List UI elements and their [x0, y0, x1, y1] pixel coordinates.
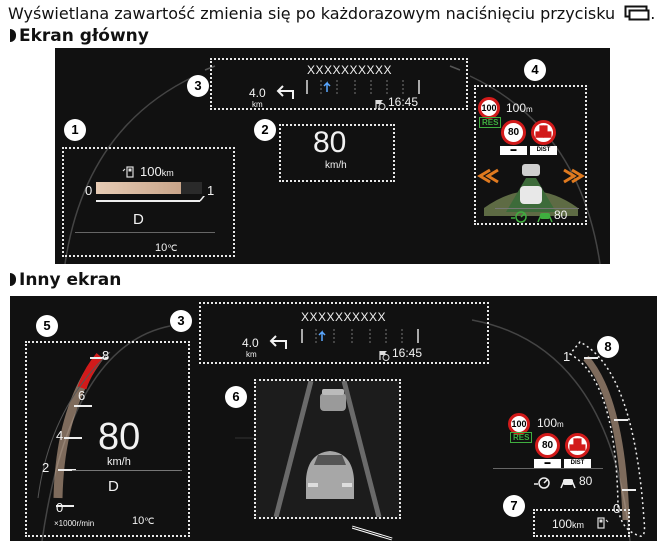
outside-temp — [132, 515, 154, 527]
display-toggle-icon — [624, 5, 650, 25]
cruise-speed: 80 — [579, 474, 593, 488]
other-screen-title: Inny ekran — [19, 270, 122, 290]
speed-unit: km/h — [107, 456, 131, 468]
outside-temp — [155, 242, 177, 254]
res-label: RES — [479, 117, 501, 128]
distance-car-icon: ▟▙ — [531, 120, 556, 145]
fuel-gauge-track — [96, 182, 202, 194]
nav-distance: 4.0 — [249, 86, 266, 100]
nav-distance-unit: km — [246, 350, 257, 359]
cruise-control-icon — [533, 476, 551, 494]
speed-limit-sign: 100 — [478, 97, 500, 119]
intro-period: . — [650, 4, 656, 23]
tach-unit: ×1000r/min — [54, 519, 95, 528]
nav-distance: 4.0 — [242, 336, 259, 350]
fuel-gauge-fill — [96, 182, 181, 194]
callout-8: 8 — [597, 336, 619, 358]
speed-limit-distance-value: 100 — [537, 416, 558, 430]
fuel-range-value: 100 — [140, 164, 162, 179]
speed-value: 80 — [313, 126, 347, 159]
tach-label-8: 8 — [102, 348, 110, 363]
tach-label-2: 2 — [42, 460, 50, 475]
res-label: RES — [510, 432, 532, 443]
fuel-pump-icon — [122, 165, 136, 183]
tach-label-0: 0 — [56, 500, 64, 515]
set-speed-car-tag: ▬ — [500, 146, 527, 155]
main-screen-heading — [10, 26, 149, 46]
tach-label-4: 4 — [56, 428, 64, 443]
gear-indicator: D — [133, 211, 144, 228]
nav-street: XXXXXXXXXX — [301, 310, 387, 324]
divider — [75, 232, 215, 233]
set-speed-sign — [534, 433, 561, 469]
fuel-scale-min: 0 — [85, 183, 93, 198]
callout-2: 2 — [254, 119, 276, 141]
set-speed-value: 80 — [535, 433, 560, 458]
callout-7: 7 — [503, 495, 525, 517]
fuel-range — [552, 517, 584, 531]
other-screen-panel — [10, 296, 657, 541]
fuel-range — [140, 164, 174, 179]
temp-unit: ℃ — [144, 516, 155, 526]
distance-car-icon: ▟▙ — [565, 433, 590, 458]
fuel-pump-icon — [595, 516, 609, 534]
nav-street: XXXXXXXXXX — [307, 63, 393, 77]
divider — [72, 470, 182, 471]
callout-6: 6 — [225, 386, 247, 408]
intro-text — [8, 4, 655, 25]
speed-limit-distance-value: 100 — [506, 101, 527, 115]
nav-distance-unit: km — [252, 100, 263, 109]
fuel-range-unit: km — [572, 520, 585, 530]
callout-5: 5 — [36, 315, 58, 337]
clock-flag-icon — [378, 348, 390, 366]
nav-arrival-time: 16:45 — [392, 346, 423, 360]
main-screen-panel — [55, 48, 610, 264]
nav-arrival-time: 16:45 — [388, 95, 419, 109]
other-screen-heading — [10, 270, 121, 290]
intro-sentence: Wyświetlana zawartość zmienia się po każdorazowym naciśnięciu przycisku — [8, 4, 616, 23]
fuel-scale-min: 0 — [613, 501, 621, 516]
speed-limit-distance-unit: m — [557, 420, 564, 429]
fuel-range-value: 100 — [552, 517, 573, 531]
distance-sign — [530, 120, 557, 156]
turn-left-arrow-icon — [275, 84, 295, 105]
pointer-line-graphic — [352, 525, 412, 541]
tach-label-6: 6 — [78, 388, 86, 403]
callout-3: 3 — [187, 75, 209, 97]
callout-1: 1 — [64, 119, 86, 141]
turn-left-arrow-icon — [268, 334, 288, 355]
gear-indicator: D — [108, 478, 119, 495]
fuel-scale-max: 1 — [207, 183, 215, 198]
set-speed-value: 80 — [501, 120, 526, 145]
fuel-scale-max: 1 — [563, 349, 571, 364]
distance-label: DIST — [530, 146, 557, 155]
clock-flag-icon — [374, 97, 386, 115]
heading-bullet — [10, 273, 16, 286]
driving-scene-graphic — [256, 381, 399, 517]
cruise-speed: 80 — [554, 208, 568, 222]
set-speed-car-tag: ▬ — [534, 459, 561, 468]
fuel-gauge-baseline — [96, 196, 216, 206]
lane-assist-icon — [537, 210, 553, 228]
main-screen-title: Ekran główny — [19, 26, 149, 46]
outside-temp-value: 10 — [155, 242, 168, 254]
outside-temp-value: 10 — [132, 515, 145, 527]
speed-limit-sign: 100 — [508, 413, 530, 435]
callout-3: 3 — [170, 310, 192, 332]
speed-value: 80 — [98, 416, 141, 458]
cruise-control-icon — [510, 210, 528, 228]
speed-limit-distance-unit: m — [526, 105, 533, 114]
distance-label: DIST — [564, 459, 591, 468]
fuel-range-unit: km — [161, 168, 174, 178]
speed-unit: km/h — [325, 160, 347, 171]
temp-unit: ℃ — [167, 243, 178, 253]
speed-limit-distance — [506, 101, 533, 115]
set-speed-sign — [500, 120, 527, 156]
callout-4: 4 — [524, 59, 546, 81]
heading-bullet — [10, 29, 16, 42]
